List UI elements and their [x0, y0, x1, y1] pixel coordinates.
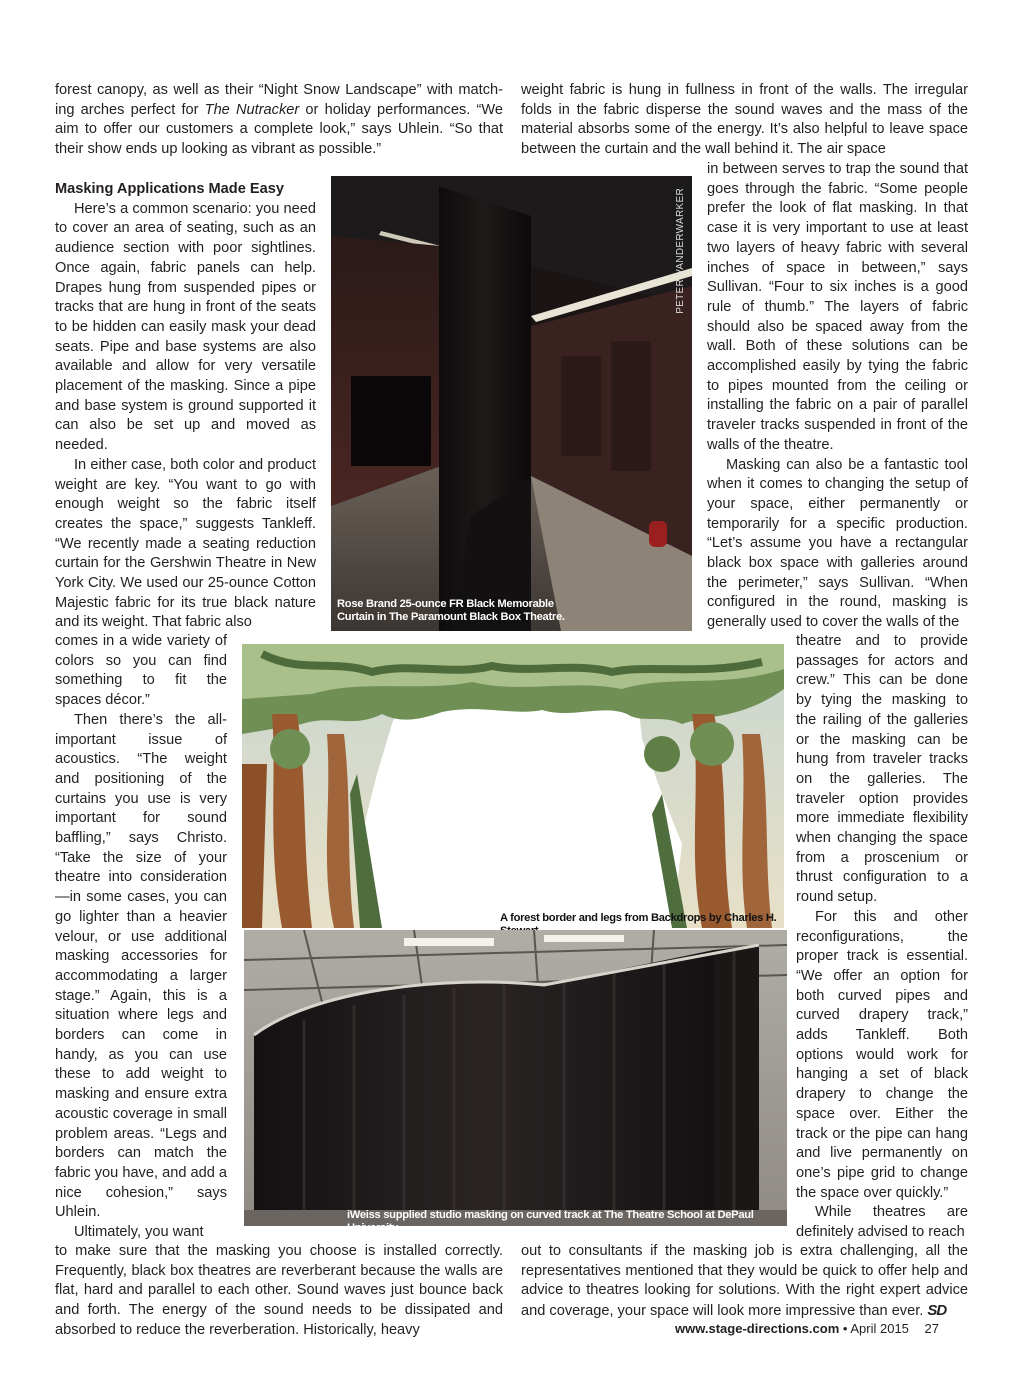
col1-bottom-text: to make sure that the masking you choose is installed correctly. Frequently, black box theatres are reverberant because the walls are flat, hard and parallel to each other. Sound waves just bounce back and forth. The energy of the sound needs to be dissipated and absorbed to reduce the reverberation. Historically, heavy	[55, 1243, 503, 1338]
col2-mid	[707, 160, 968, 633]
photo-forest-border	[242, 644, 784, 928]
col1-top-paragraph	[55, 81, 503, 160]
col1-paragraph-1: Here’s a common scenario: you need to cover an area of seating, such as an audience section with poor sightlines. Once again, fabric panels can help. Drapes hung from suspended pipes or tracks that are hung in front of the seats to be hidden can easily mask your dead seats. Pipe and base systems are also available and allow for very versatile placement of the masking. Since a pipe and base system is ground supported it can also be set up and moved as needed.	[55, 200, 316, 454]
col2-narrow-3: While theatres are definitely advised to reach	[796, 1204, 968, 1241]
col1-paragraph-2b: comes in a wide variety of colors so you can find something to fit the spaces décor.”	[55, 633, 227, 709]
col2-bottom-paragraph	[521, 1242, 968, 1322]
forest-backdrop-art	[242, 644, 784, 928]
footer-separator: •	[842, 1321, 848, 1336]
col2-top-paragraph	[521, 81, 968, 160]
col1-bottom-paragraph	[55, 1242, 503, 1341]
title-nutcracker: The Nutracker	[204, 101, 300, 118]
section-heading: Masking Applications Made Easy	[55, 181, 284, 197]
col2-narrow-2: For this and other reconfigurations, the proper track is essential. “We offer an option for both curved pipes and curved drapery track,” adds Tankleff. Both options would work for hanging a set of black drapery to change the space over. Either the track or the pipe can hang and live permanently on one’s pipe grid to change the space over quickly.”	[796, 908, 968, 1201]
col2-mid2-text: Masking can also be a fantastic tool when it comes to changing the setup of your space, either permanently or temporarily for a specific production. “Let’s assume you have a rectangular black box space with galleries around the perimeter,” says Sullivan. “When configured in the round, masking is generally used to cover the walls of the	[707, 456, 968, 631]
theatre-photo-art	[331, 176, 692, 631]
page-footer	[675, 1321, 939, 1336]
col1-paragraph-2a: In either case, both color and product weight are key. “You want to go with enough weight so the fabric itself creates the space,” suggests Tankleff. “We recently made a seating reduction curtain for the Gershwin Theatre in New York City. We used our 25-ounce Cotton Majestic fabric for its true black nature and its weight. That fabric also	[55, 456, 316, 631]
photo1-caption	[337, 598, 637, 624]
photo-black-box-theatre	[331, 176, 692, 631]
photo1-credit: PETER VANDERWARKER	[675, 188, 686, 314]
col2-bottom-span: out to consultants if the masking job is extra challenging, all the representatives mentioned that they would be quick to offer help and advice to theatres looking for solutions. With the right expert advice and coverage, your space will look more impressive than ever.	[521, 1243, 968, 1320]
col1-top-text: forest canopy, as well as their “Night Snow Landscape” with match-ing arches perfect for	[55, 82, 503, 118]
photo3-caption: iWeiss supplied studio masking on curved track at The Theatre School at DePaul University.	[347, 1209, 754, 1234]
col2-bottom-text	[521, 1242, 968, 1322]
page-number: 27	[924, 1321, 939, 1336]
col1-paragraph-4a: Ultimately, you want	[74, 1224, 204, 1241]
col1-narrow	[55, 632, 227, 1243]
col2-top-text: weight fabric is hung in fullness in front of the walls. The irregular folds in the fabric disperse the sound waves and the mass of the material absorbs some of the energy. It’s also helpful to leave space between the curtain and the wall behind it. The air space	[521, 82, 968, 158]
photo-curved-track-masking	[244, 930, 787, 1234]
col2-narrow	[796, 632, 968, 1243]
col2-narrow-1: theatre and to provide passages for actors and crew.” This can be done by tying the masking to the railing of the galleries or the masking can be hung from traveler tracks on the galleries. The traveler option provides more immediate flexibility when changing the space from a proscenium or thrust configuration to a round setup.	[796, 633, 968, 906]
footer-url: www.stage-directions.com	[675, 1321, 840, 1336]
sd-logo-icon: SD	[927, 1302, 947, 1320]
photo1-caption-line1: Rose Brand 25-ounce FR Black Memorable	[337, 598, 554, 610]
studio-masking-art	[244, 930, 787, 1226]
photo2-caption: A forest border and legs from Backdrops by Charles H.	[500, 912, 777, 924]
footer-issue: April 2015	[850, 1321, 909, 1336]
col1-paragraph-3: Then there’s the all-important issue of acoustics. “The weight and positioning of the curtains you use is very important for sound baffling,” says Christo. “Take the size of your theatre into consideration—in some cases, you can go lighter than a heavier velour, or use additional masking accessories for accommodating a larger stage.” Again, this is a situation where legs and borders can come in handy, as you can use these to add weight to masking and ensure extra acoustic coverage in small problem areas. “Legs and borders can match the fabric you have, and add a nice cohesion,” says Uhlein.	[55, 711, 228, 1221]
col2-mid-text: in between serves to trap the sound that goes through the fabric. “Some people prefer the look of flat masking. In that case it is very important to use at least two layers of heavy fabric with several inches of space in between,” says Sullivan. “Four to six inches is a good rule of thumb.” The layers of fabric should also be spaced away from the wall. Both of these solutions can be accomplished easily by tying the fabric to pipes mounted from the ceiling or installing the fabric on a pair of parallel traveler tracks suspended in front of the walls of the theatre.	[707, 161, 968, 453]
col1-section	[55, 180, 316, 633]
photo1-caption-line2: Curtain in The Paramount Black Box Theatre.	[337, 611, 565, 623]
col1-top-text-end: or holiday performances. “We aim to offer our customers a complete look,” says Uhlein. “So that their show ends up looking as vibrant as possible.”	[55, 101, 503, 158]
